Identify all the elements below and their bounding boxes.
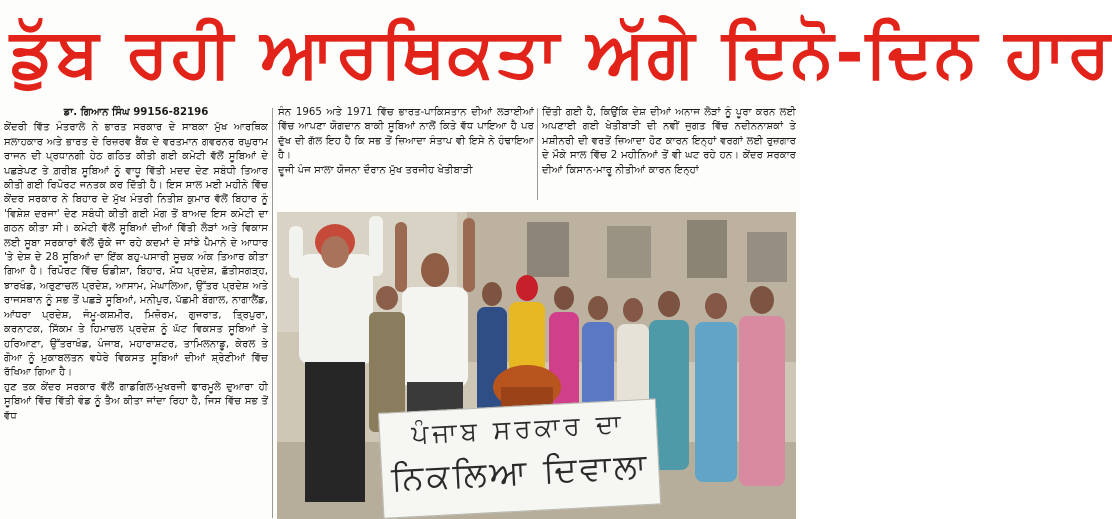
- column-divider: [537, 108, 538, 200]
- article-column-3: [542, 106, 796, 198]
- article-column-2: [278, 106, 534, 184]
- paragraph: ਸੰਨ 1965 ਅਤੇ 1971 ਵਿੱਚ ਭਾਰਤ-ਪਾਕਿਸਤਾਨ ਦੀਆਂ ਲੜਾਈਆਂ ਵਿੱਚ ਆਪਣਾ ਯੋਗਦਾਨ ਬਾਕੀ ਸੂਬਿਆਂ ਨਾਲੋਂ ਕਿਤੇ ਵੱਧ ਪਾਇਆ ਹੈ ਪਰ ਦੁੱਖ ਦੀ ਗੱਲ ਇਹ ਹੈ ਕਿ ਸਭ ਤੋਂ ਜ਼ਿਆਦਾ ਸੰਤਾਪ ਵੀ ਇਸੇ ਨੇ ਹੰਢਾਇਆ ਹੈ।: [278, 107, 534, 162]
- protest-banner: [378, 398, 661, 518]
- paragraph: ਦਿੱਤੀ ਗਈ ਹੈ, ਕਿਉਂਕਿ ਦੇਸ਼ ਦੀਆਂ ਅਨਾਜ ਲੋੜਾਂ ਨੂੰ ਪੂਰਾ ਕਰਨ ਲਈ ਅਪਣਾਈ ਗਈ ਖੇਤੀਬਾੜੀ ਦੀ ਨਵੀਂ ਜੁਗਤ ਵਿੱਚ ਨਦੀਨਨਾਸ਼ਕਾਂ ਤੇ ਮਸ਼ੀਨਰੀ ਦੀ ਵਰਤੋਂ ਜ਼ਿਆਦਾ ਹੋਣ ਕਾਰਨ ਇਨ੍ਹਾਂ ਵਰਗਾਂ ਲਈ ਰੁਜ਼ਗਾਰ ਦੇ ਮੌਕੇ ਸਾਲ ਵਿੱਚ 2 ਮਹੀਨਿਆਂ ਤੋਂ ਵੀ ਘਟ ਰਹੇ ਹਨ। ਕੇਂਦਰ ਸਰਕਾਰ ਦੀਆਂ ਕਿਸਾਨ-ਮਾਰੂ ਨੀਤੀਆਂ ਕਾਰਨ ਇਨ੍ਹਾਂ: [542, 107, 796, 176]
- byline: ਡਾ. ਗਿਆਨ ਸਿੰਘ 99156-82196: [63, 107, 209, 118]
- paragraph: ਹੁਣ ਤਕ ਕੇਂਦਰ ਸਰਕਾਰ ਵੱਲੋਂ ਗਾਡਗਿਲ-ਮੁਖਰਜੀ ਫਾਰਮੂਲੇ ਦੁਆਰਾ ਹੀ ਸੂਬਿਆਂ ਵਿੱਚ ਵਿੱਤੀ ਵੰਡ ਨੂੰ ਤੈਅ ਕੀਤਾ ਜਾਂਦਾ ਰਿਹਾ ਹੈ, ਜਿਸ ਵਿੱਚ ਸਭ ਤੋਂ ਵੱਧ: [4, 381, 268, 422]
- paragraph: ਦੂਜੀ ਪੰਜ ਸਾਲਾ ਯੋਜਨਾ ਦੌਰਾਨ ਮੁੱਖ ਤਰਜੀਹ ਖੇਤੀਬਾੜੀ: [278, 164, 473, 176]
- banner-text-line-1: ਪੰਜਾਬ ਸਰਕਾਰ ਦਾ: [410, 409, 626, 451]
- paragraph: ਕੇਂਦਰੀ ਵਿੱਤ ਮੰਤਰਾਲੇ ਨੇ ਭਾਰਤ ਸਰਕਾਰ ਦੇ ਸਾਬਕਾ ਮੁੱਖ ਆਰਥਿਕ ਸਲਾਹਕਾਰ ਅਤੇ ਭਾਰਤ ਦੇ ਰਿਜ਼ਰਵ ਬੈਂਕ ਦੇ ਵਰਤਮਾਨ ਗਵਰਨਰ ਰਘੁਰਾਮ ਰਾਜਨ ਦੀ ਪ੍ਰਧਾਨਗੀ ਹੇਠ ਗਠਿਤ ਕੀਤੀ ਗਈ ਕਮੇਟੀ ਵੱਲੋਂ ਸੂਬਿਆਂ ਦੇ ਪਛੜੇਪਣ ਤੇ ਗ਼ਰੀਬ ਸੂਬਿਆਂ ਨੂੰ ਵਾਧੂ ਵਿੱਤੀ ਮਦਦ ਦੇਣ ਸਬੰਧੀ ਤਿਆਰ ਕੀਤੀ ਗਈ ਰਿਪੋਰਟ ਜਨਤਕ ਕਰ ਦਿੱਤੀ ਹੈ। ਇਸ ਸਾਲ ਮਈ ਮਹੀਨੇ ਵਿੱਚ ਕੇਂਦਰ ਸਰਕਾਰ ਨੇ ਬਿਹਾਰ ਦੇ ਮੁੱਖ ਮੰਤਰੀ ਨਿਤੀਸ਼ ਕੁਮਾਰ ਵੱਲੋਂ ਬਿਹਾਰ ਨੂੰ 'ਵਿਸ਼ੇਸ਼ ਦਰਜਾ' ਦੇਣ ਸਬੰਧੀ ਕੀਤੀ ਗਈ ਮੰਗ ਤੋਂ ਬਾਅਦ ਇਸ ਕਮੇਟੀ ਦਾ ਗਠਨ ਕੀਤਾ ਸੀ। ਕਮੇਟੀ ਵੱਲੋਂ ਸੂਬਿਆਂ ਦੀਆਂ ਵਿੱਤੀ ਲੋੜਾਂ ਅਤੇ ਵਿਕਾਸ ਲਈ ਸੂਬਾ ਸਰਕਾਰਾਂ ਵੱਲੋਂ ਚੁੱਕੇ ਜਾ ਰਹੇ ਕਦਮਾਂ ਦੇ ਸਾਂਝੇ ਪੈਮਾਨੇ ਦੇ ਆਧਾਰ 'ਤੇ ਦੇਸ਼ ਦੇ 28 ਸੂਬਿਆਂ ਦਾ ਇੱਕ ਬਹੁ-ਪਸਾਰੀ ਸੂਚਕ ਅੰਕ ਤਿਆਰ ਕੀਤਾ ਗਿਆ ਹੈ। ਰਿਪੋਰਟ ਵਿੱਚ ਓਡੀਸ਼ਾ, ਬਿਹਾਰ, ਮੱਧ ਪ੍ਰਦੇਸ਼, ਛੱਤੀਸਗੜ੍ਹ, ਝਾਰਖੰਡ, ਅਰੁਣਾਚਲ ਪ੍ਰਦੇਸ਼, ਆਸਾਮ, ਮੇਘਾਲਿਆ, ਉੱਤਰ ਪ੍ਰਦੇਸ਼ ਅਤੇ ਰਾਜਸਥਾਨ ਨੂੰ ਸਭ ਤੋਂ ਪਛੜੇ ਸੂਬਿਆਂ, ਮਨੀਪੁਰ, ਪੱਛਮੀ ਬੰਗਾਲ, ਨਾਗਾਲੈਂਡ, ਆਂਧਰਾ ਪ੍ਰਦੇਸ਼, ਜੰਮੂ-ਕਸ਼ਮੀਰ, ਮਿਜ਼ੋਰਮ, ਗੁਜਰਾਤ, ਤ੍ਰਿਪੁਰਾ, ਕਰਨਾਟਕ, ਸਿੱਕਮ ਤੇ ਹਿਮਾਚਲ ਪ੍ਰਦੇਸ਼ ਨੂੰ ਘੱਟ ਵਿਕਸਤ ਸੂਬਿਆਂ ਤੇ ਹਰਿਆਣਾ, ਉੱਤਰਾਖੰਡ, ਪੰਜਾਬ, ਮਹਾਰਾਸ਼ਟਰ, ਤਾਮਿਲਨਾਡੂ, ਕੇਰਲ ਤੇ ਗੋਆ ਨੂੰ ਮੁਕਾਬਲਤਨ ਵਧੇਰੇ ਵਿਕਸਤ ਸੂਬਿਆਂ ਦੀਆਂ ਸ਼੍ਰੇਣੀਆਂ ਵਿੱਚ ਰੱਖਿਆ ਗਿਆ ਹੈ।: [4, 122, 268, 379]
- banner-text-line-2: ਨਿਕਲਿਆ ਦਿਵਾਲਾ: [390, 445, 651, 500]
- column-divider: [272, 108, 273, 518]
- headline: ਡੁੱਬ ਰਹੀ ਆਰਥਿਕਤਾ ਅੱਗੇ ਦਿਨੋ-ਦਿਨ ਹਾਰ: [10, 14, 1112, 93]
- article-column-1: [4, 106, 268, 519]
